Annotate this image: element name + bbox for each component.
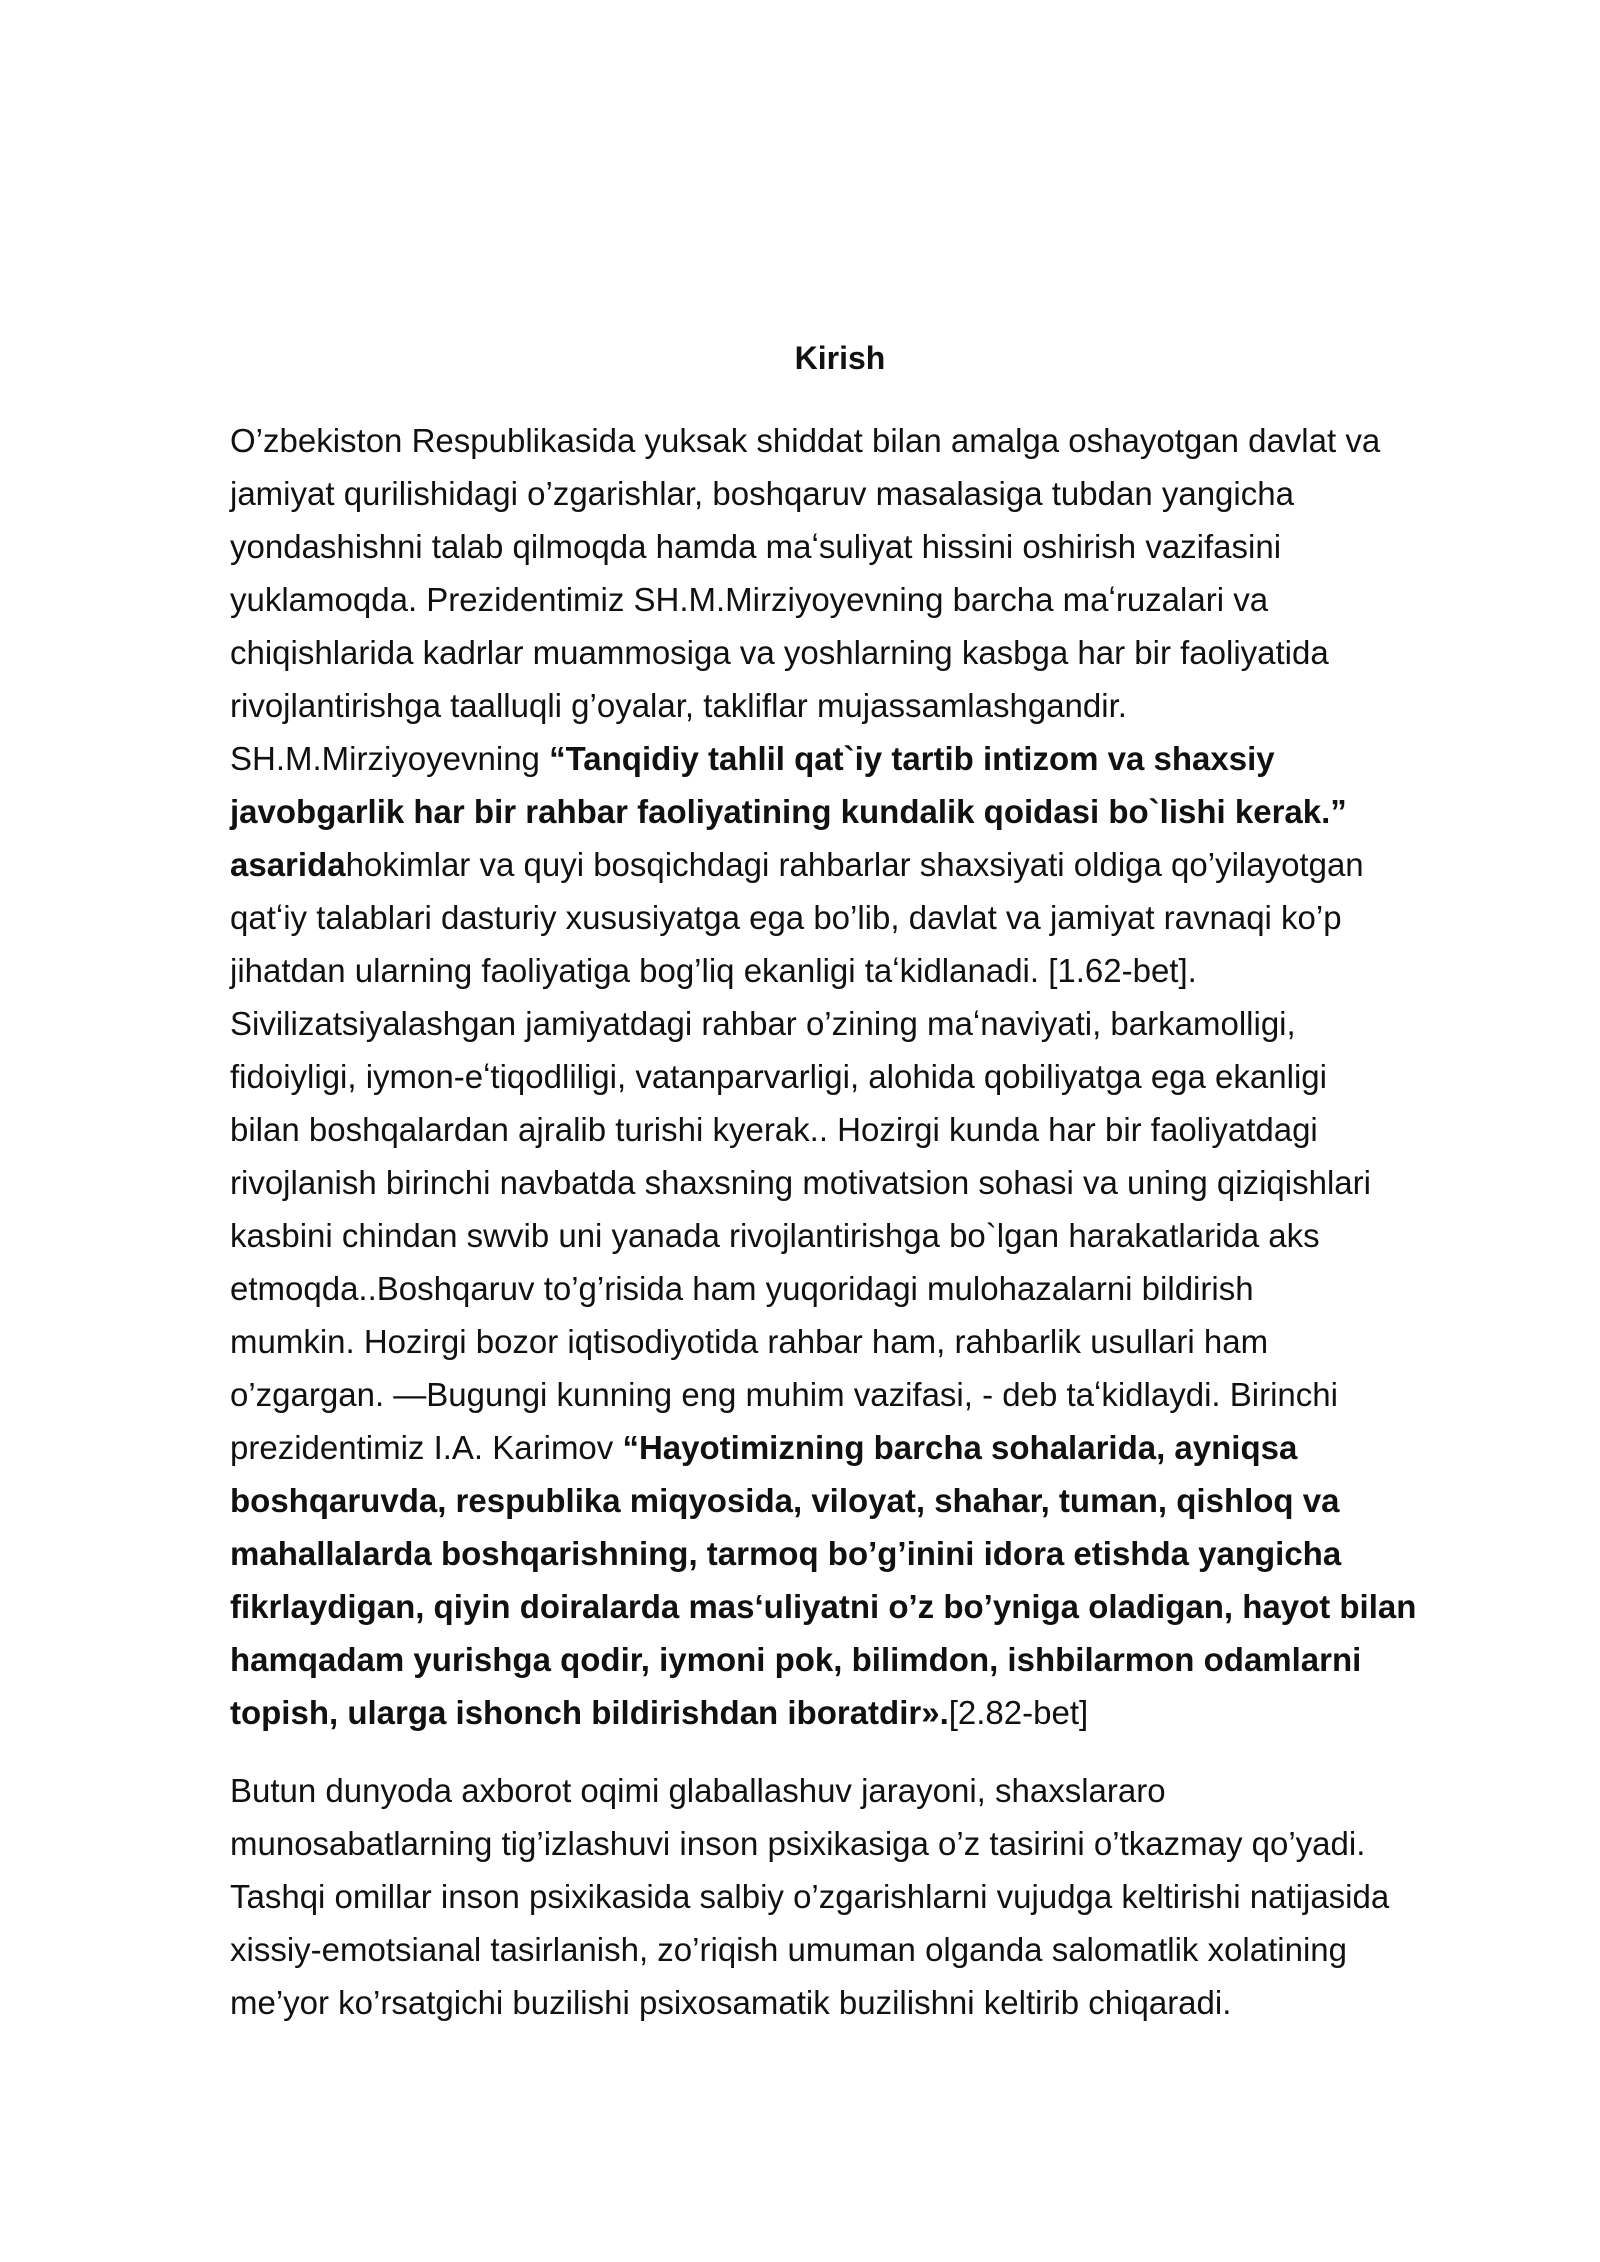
text-run: jamiyat qurilishidagi o’zgarishlar, boshqaruv masalasiga tubdan yangicha [230, 475, 1294, 512]
text-line [230, 1156, 1470, 1209]
text-line [230, 1976, 1470, 2029]
text-line [230, 1421, 1470, 1474]
text-line [230, 467, 1470, 520]
text-line [230, 520, 1470, 573]
bold-text-run: boshqaruvda, respublika miqyosida, viloyat, shahar, tuman, qishloq va [230, 1482, 1340, 1519]
text-run: [2.82-bet] [948, 1694, 1089, 1731]
text-line [230, 1368, 1470, 1421]
text-run: prezidentimiz I.A. Karimov [230, 1429, 623, 1466]
text-line [230, 1686, 1470, 1739]
text-run: rivojlantirishga taalluqli g’oyalar, takliflar mujassamlashgandir. [230, 687, 1127, 724]
text-line [230, 1103, 1470, 1156]
text-line [230, 997, 1470, 1050]
text-run: qatʻiy talablari dasturiy xususiyatga ega bo’lib, davlat va jamiyat ravnaqi ko’p [230, 899, 1342, 936]
text-line [230, 1209, 1470, 1262]
bold-text-run: topish, ularga ishonch bildirishdan iboratdir». [230, 1694, 949, 1731]
bold-text-run: mahallalarda boshqarishning, tarmoq bo’g’inini idora etishda yangicha [230, 1535, 1342, 1572]
text-run: Tashqi omillar inson psixikasida salbiy o’zgarishlarni vujudga keltirishi natijasida [230, 1878, 1390, 1915]
text-line [230, 626, 1470, 679]
text-run: etmoqda..Boshqaruv to’g’risida ham yuqoridagi mulohazalarni bildirish [230, 1270, 1254, 1307]
bold-text-run: “Hayotimizning barcha sohalarida, ayniqsa [622, 1429, 1298, 1466]
text-run: o’zgargan. ―Bugungi kunning eng muhim vazifasi, - deb taʻkidlaydi. Birinchi [230, 1376, 1338, 1413]
bold-text-run: asarida [230, 846, 346, 883]
text-run: kasbini chindan swvib uni yanada rivojlantirishga bo`lgan harakatlarida aks [230, 1217, 1320, 1254]
text-run: fidoiyligi, iymon-eʻtiqodliligi, vatanparvarligi, alohida qobiliyatga ega ekanligi [230, 1058, 1327, 1095]
text-line [230, 944, 1470, 997]
text-line [230, 891, 1470, 944]
text-line [230, 414, 1470, 467]
text-line [230, 1633, 1470, 1686]
text-line [230, 1923, 1470, 1976]
text-run: munosabatlarning tig’izlashuvi inson psixikasiga o’z tasirini o’tkazmay qo’yadi. [230, 1825, 1366, 1862]
bold-text-run: fikrlaydigan, qiyin doiralarda masʻuliyatni o’z bo’yniga oladigan, hayot bilan [230, 1588, 1417, 1625]
text-run: jihatdan ularning faoliyatiga bog’liq ekanligi taʻkidlanadi. [1.62-bet]. [230, 952, 1197, 989]
text-line [230, 838, 1470, 891]
text-run: chiqishlarida kadrlar muammosiga va yoshlarning kasbga har bir faoliyatida [230, 634, 1329, 671]
bold-text-run: javobgarlik har bir rahbar faoliyatining kundalik qoidasi bo`lishi kerak.” [230, 793, 1347, 830]
text-run: mumkin. Hozirgi bozor iqtisodiyotida rahbar ham, rahbarlik usullari ham [230, 1323, 1269, 1360]
text-run: O’zbekiston Respublikasida yuksak shiddat bilan amalga oshayotgan davlat va [230, 422, 1381, 459]
text-run: Butun dunyoda axborot oqimi glaballashuv jarayoni, shaxslararo [230, 1772, 1166, 1809]
text-run: yondashishni talab qilmoqda hamda maʻsuliyat hissini oshirish vazifasini [230, 528, 1282, 565]
text-line [230, 1315, 1470, 1368]
text-line [230, 1050, 1470, 1103]
bold-text-run: “Tanqidiy tahlil qat`iy tartib intizom va shaxsiy [549, 740, 1275, 777]
text-line [230, 679, 1470, 732]
text-line [230, 573, 1470, 626]
text-line [230, 785, 1470, 838]
text-run: Sivilizatsiyalashgan jamiyatdagi rahbar o’zining maʻnaviyati, barkamolligi, [230, 1005, 1296, 1042]
text-line [230, 1262, 1470, 1315]
text-line [230, 1870, 1470, 1923]
text-line [230, 1764, 1470, 1817]
paragraph-introduction [230, 414, 1470, 1739]
text-run: rivojlanish birinchi navbatda shaxsning motivatsion sohasi va uning qiziqishlari [230, 1164, 1371, 1201]
bold-text-run: hamqadam yurishga qodir, iymoni pok, bilimdon, ishbilarmon odamlarni [230, 1641, 1362, 1678]
text-run: bilan boshqalardan ajralib turishi kyerak.. Hozirgi kunda har bir faoliyatdagi [230, 1111, 1318, 1148]
text-line [230, 732, 1470, 785]
document-title: Kirish [794, 340, 886, 376]
text-run: me’yor ko’rsatgichi buzilishi psixosamatik buzilishni keltirib chiqaradi. [230, 1984, 1232, 2021]
paragraph-psychology [230, 1764, 1470, 2029]
text-line [230, 1527, 1470, 1580]
text-line [230, 1474, 1470, 1527]
text-run: hokimlar va quyi bosqichdagi rahbarlar shaxsiyati oldiga qo’yilayotgan [345, 846, 1364, 883]
text-run: SH.M.Mirziyoyevning [230, 740, 550, 777]
text-line [230, 1817, 1470, 1870]
text-line [230, 1580, 1470, 1633]
text-run: xissiy-emotsianal tasirlanish, zo’riqish umuman olganda salomatlik xolatining [230, 1931, 1348, 1968]
text-run: yuklamoqda. Prezidentimiz SH.M.Mirziyoyevning barcha maʻruzalari va [230, 581, 1269, 618]
